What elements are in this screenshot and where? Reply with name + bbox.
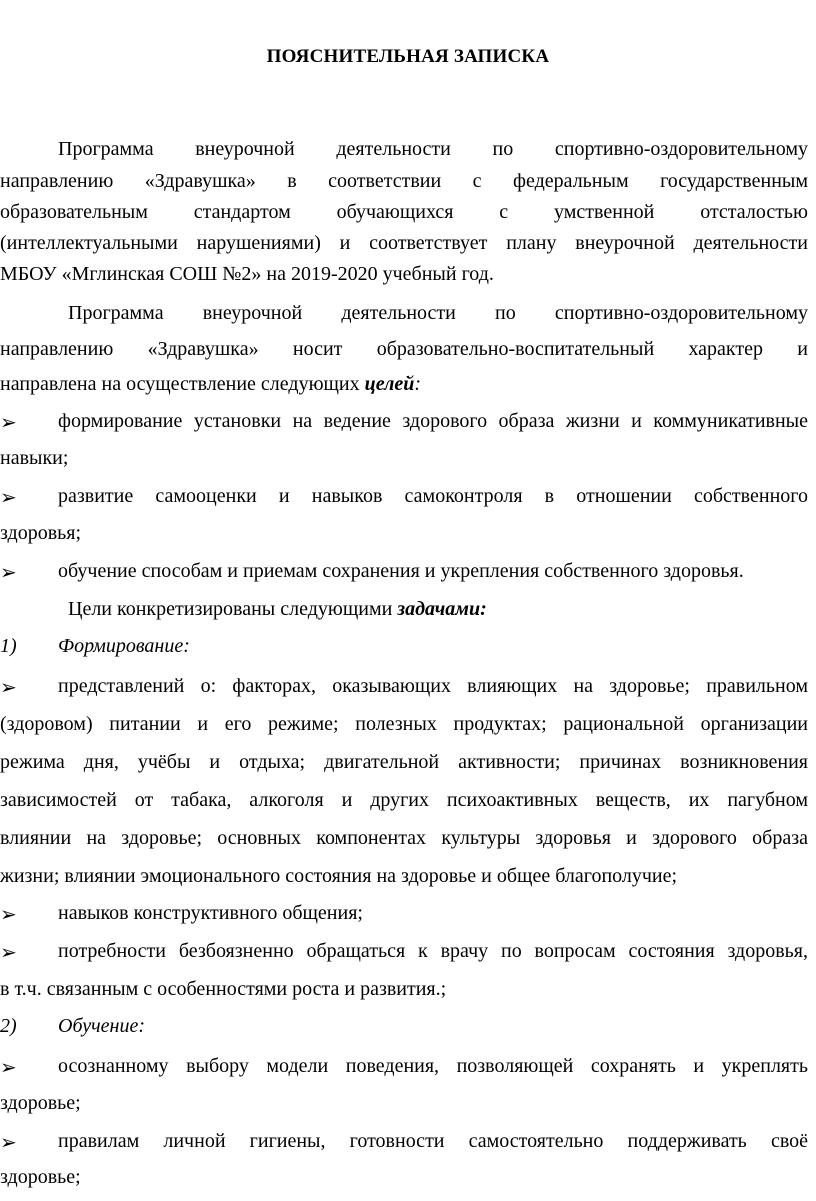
para2-line1: Программа внеурочной деятельности по спортивно-оздоровительному xyxy=(68,302,808,324)
s1-item3-line2: в т.ч. связанным с особенностями роста и развития.; xyxy=(0,978,447,1000)
s2-item1-line1: осознанному выбору модели поведения, позволяющей сохранять и укреплять xyxy=(58,1055,808,1077)
para1-line4: (интеллектуальными нарушениями) и соответствует плану внеурочной деятельности xyxy=(0,232,808,254)
bullet-arrow-icon: ➢ xyxy=(0,560,17,584)
tasks-intro-text: Цели конкретизированы следующими xyxy=(68,598,398,620)
para1-line3: образовательным стандартом обучающихся с умственной отсталостью xyxy=(0,201,808,223)
section2-label: Обучение: xyxy=(58,1015,145,1037)
section1-label: Формирование: xyxy=(58,635,190,657)
page-title: ПОЯСНИТЕЛЬНАЯ ЗАПИСКА xyxy=(266,46,550,67)
para2-line3 xyxy=(0,373,808,396)
goal-3-line1: обучение способам и приемам сохранения и укрепления собственного здоровья. xyxy=(58,560,744,582)
goal-2-line1: развитие самооценки и навыков самоконтроля в отношении собственного xyxy=(58,485,808,507)
s1-item3-line1: потребности безбоязненно обращаться к врачу по вопросам состояния здоровья, xyxy=(58,940,808,962)
bullet-arrow-icon: ➢ xyxy=(0,675,17,699)
bullet-arrow-icon: ➢ xyxy=(0,1130,17,1154)
s2-item2-line1: правилам личной гигиены, готовности самостоятельно поддерживать своё xyxy=(58,1130,808,1152)
s1-item1-line4: зависимостей от табака, алкоголя и других психоактивных веществ, их пагубном xyxy=(0,789,808,811)
s1-item2-line1: навыков конструктивного общения; xyxy=(58,902,363,924)
s1-item1-line1: представлений о: факторах, оказывающих влияющих на здоровье; правильном xyxy=(58,675,808,697)
bullet-arrow-icon: ➢ xyxy=(0,1055,17,1079)
s1-item1-line2: (здоровом) питании и его режиме; полезных продуктах; рациональной организации xyxy=(0,713,808,735)
s1-item1-line6: жизни; влиянии эмоционального состояния на здоровье и общее благополучие; xyxy=(0,865,678,887)
goal-1-line1: формирование установки на ведение здорового образа жизни и коммуникативные xyxy=(58,410,808,432)
bullet-arrow-icon: ➢ xyxy=(0,902,17,926)
goals-keyword: целей xyxy=(364,373,415,395)
s2-item1-line2: здоровье; xyxy=(0,1092,81,1114)
goal-2-line2: здоровья; xyxy=(0,522,82,544)
bullet-arrow-icon: ➢ xyxy=(0,940,17,964)
tasks-intro xyxy=(68,598,808,621)
bullet-arrow-icon: ➢ xyxy=(0,485,17,509)
section1-number: 1) xyxy=(0,635,17,657)
bullet-arrow-icon: ➢ xyxy=(0,410,17,434)
s2-item2-line2: здоровье; xyxy=(0,1166,81,1188)
para1-line2: направлению «Здравушка» в соответствии с федеральным государственным xyxy=(0,170,808,192)
s1-item1-line5: влиянии на здоровье; основных компонентах культуры здоровья и здорового образа xyxy=(0,827,808,849)
para2-line3-text: направлена на осуществление следующих xyxy=(0,373,365,395)
section2-number: 2) xyxy=(0,1015,17,1037)
goals-colon: : xyxy=(414,373,422,395)
para1-line1: Программа внеурочной деятельности по спортивно-оздоровительному xyxy=(58,138,808,160)
goal-1-line2: навыки; xyxy=(0,447,69,469)
tasks-keyword: задачами: xyxy=(397,598,487,620)
para1-line5: МБОУ «Мглинская СОШ №2» на 2019-2020 учебный год. xyxy=(0,263,494,285)
s1-item1-line3: режима дня, учёбы и отдыха; двигательной активности; причинах возникновения xyxy=(0,751,808,773)
para2-line2: направлению «Здравушка» носит образовательно-воспитательный характер и xyxy=(0,338,808,360)
